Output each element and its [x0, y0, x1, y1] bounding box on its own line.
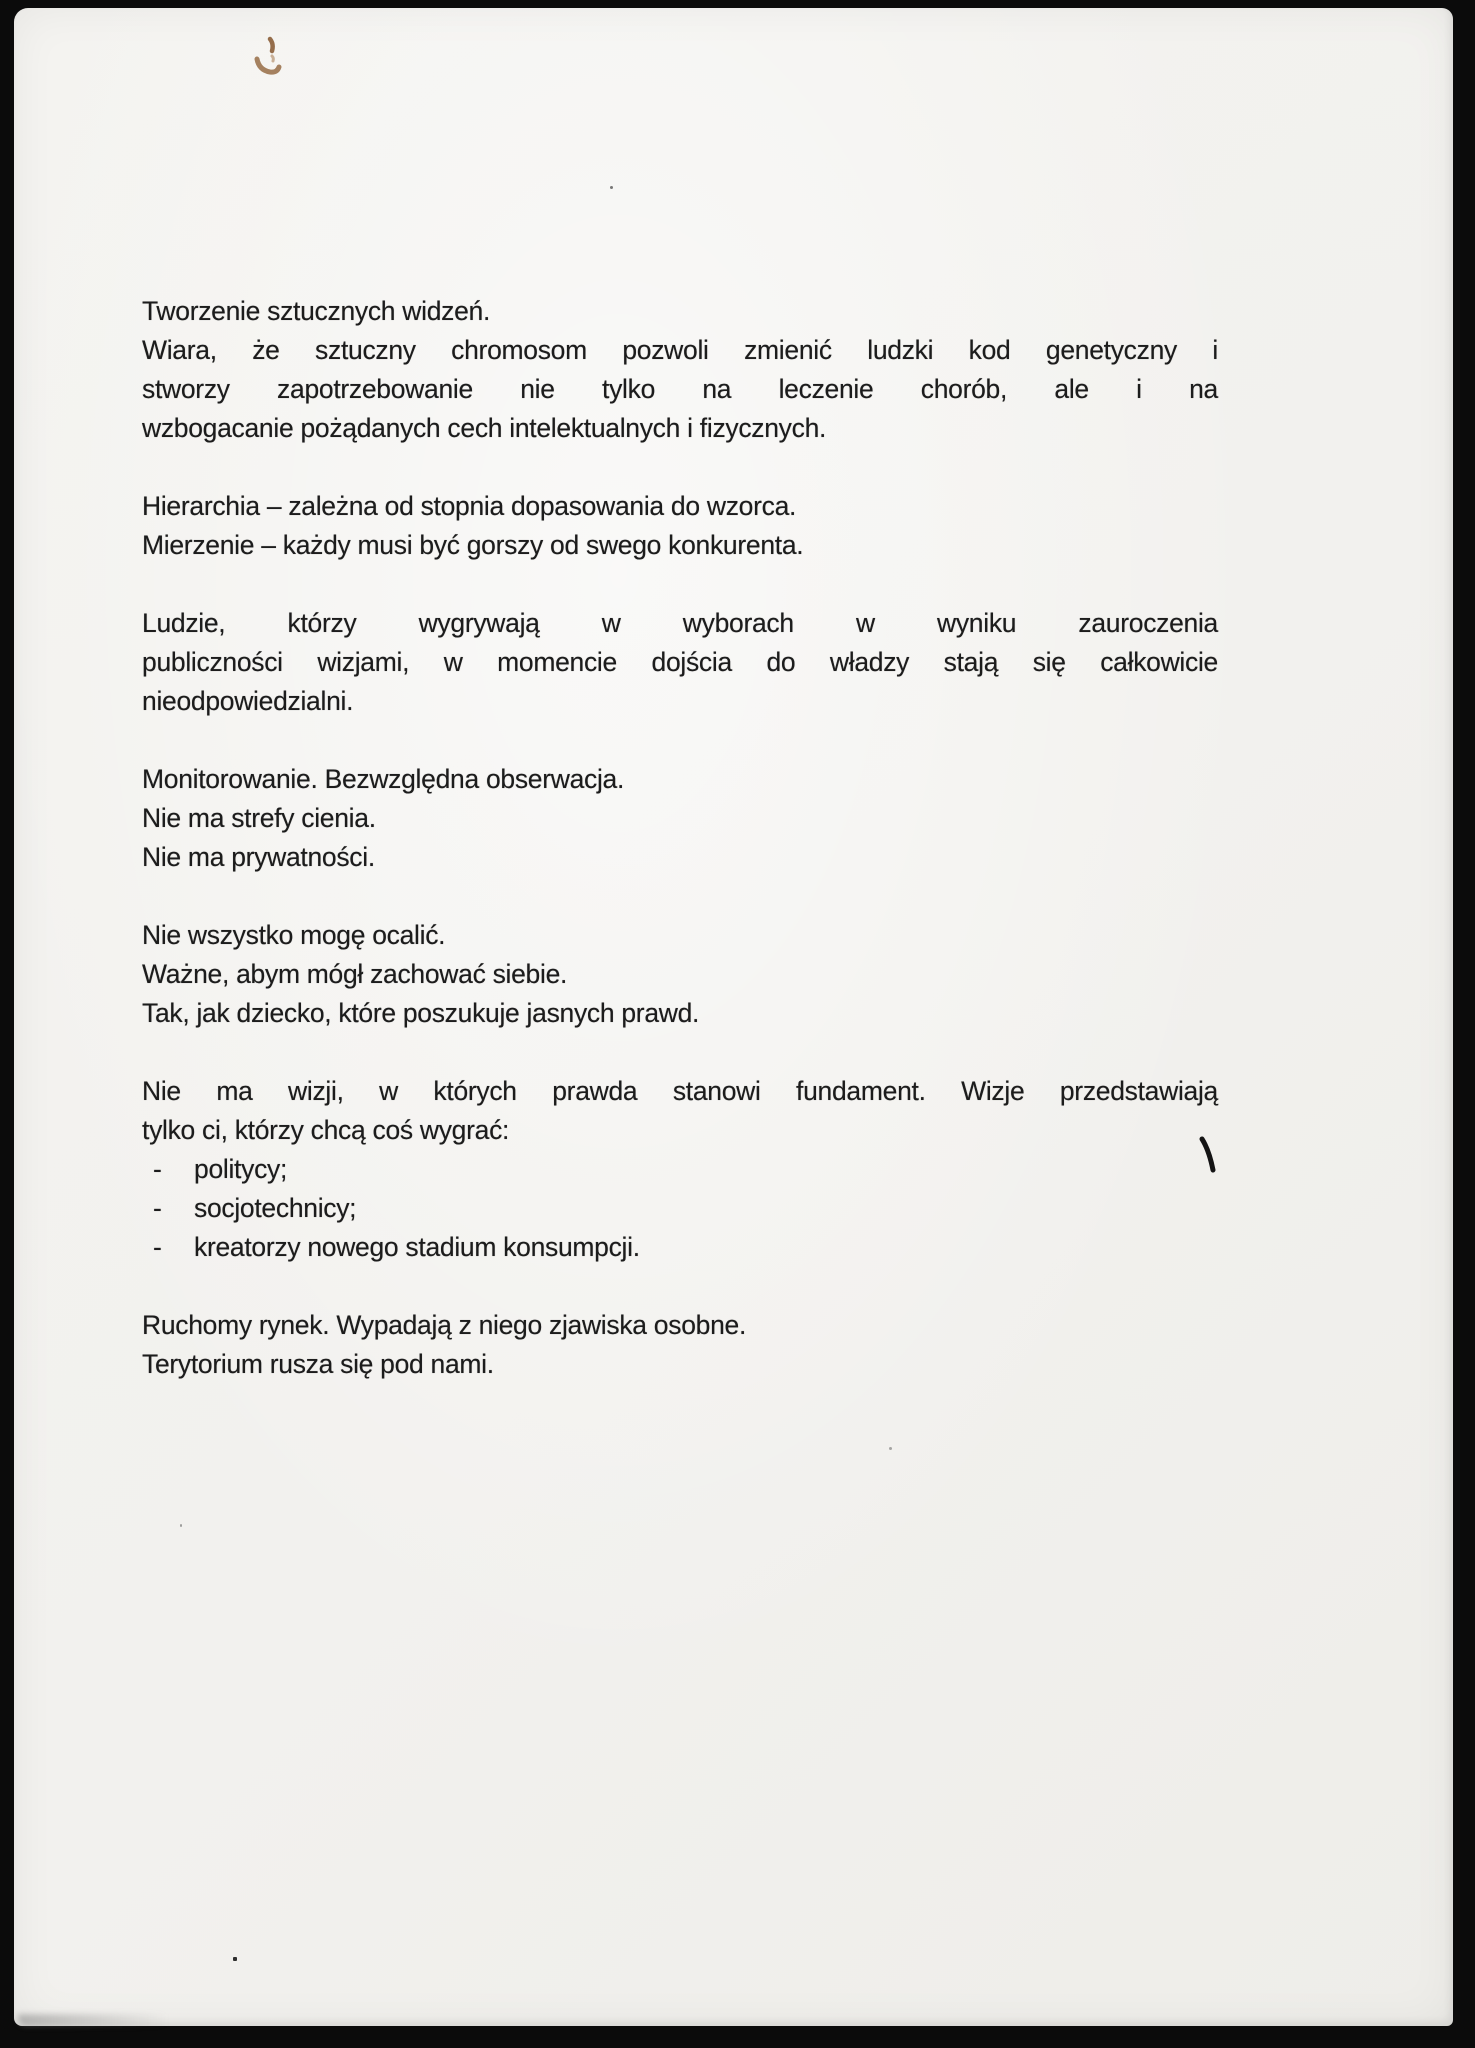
- text-line: Hierarchia – zależna od stopnia dopasowania do wzorca.: [142, 491, 797, 521]
- document-text: [142, 292, 1218, 1423]
- paragraph: [142, 916, 1218, 1033]
- ink-speck: [610, 186, 613, 189]
- text-line: Tworzenie sztucznych widzeń.: [142, 296, 491, 326]
- ink-speck: [233, 1957, 237, 1961]
- ink-speck: [889, 1447, 892, 1450]
- text-line: Monitorowanie. Bezwzględna obserwacja.: [142, 764, 625, 794]
- ink-speck: [180, 1524, 182, 1527]
- bullet-text: politycy;: [194, 1154, 288, 1184]
- text-line: stworzy zapotrzebowanie nie tylko na leczenie chorób, ale i na: [142, 374, 1218, 404]
- text-line: Nie ma prywatności.: [142, 842, 375, 872]
- text-line: Terytorium rusza się pod nami.: [142, 1349, 494, 1379]
- paragraph: [142, 487, 1218, 565]
- bullet-text: socjotechnicy;: [194, 1193, 357, 1223]
- rust-stain: [253, 36, 283, 83]
- text-line: Nie wszystko mogę ocalić.: [142, 920, 446, 950]
- paragraph: [142, 292, 1218, 448]
- text-line: Tak, jak dziecko, które poszukuje jasnych prawd.: [142, 998, 700, 1028]
- text-line: [142, 1189, 1218, 1228]
- text-line: publiczności wizjami, w momencie dojścia do władzy stają się całkowicie: [142, 647, 1218, 677]
- text-line: Nie ma strefy cienia.: [142, 803, 376, 833]
- pen-mark: [1197, 1136, 1219, 1179]
- text-line: tylko ci, którzy chcą coś wygrać:: [142, 1115, 510, 1145]
- text-line: Mierzenie – każdy musi być gorszy od swego konkurenta.: [142, 530, 804, 560]
- text-line: Wiara, że sztuczny chromosom pozwoli zmienić ludzki kod genetyczny i: [142, 335, 1218, 365]
- paragraph: [142, 604, 1218, 721]
- bullet-dash: -: [153, 1232, 162, 1262]
- paragraph: [142, 1306, 1218, 1384]
- text-line: [142, 1150, 1218, 1189]
- scanned-page: [14, 8, 1453, 2026]
- text-line: Ważne, abym mógł zachować siebie.: [142, 959, 568, 989]
- bullet-text: kreatorzy nowego stadium konsumpcji.: [194, 1232, 640, 1262]
- text-line: [142, 1228, 1218, 1267]
- paragraph: [142, 760, 1218, 877]
- text-line: Nie ma wizji, w których prawda stanowi fundament. Wizje przedstawiają: [142, 1076, 1218, 1106]
- text-line: nieodpowiedzialni.: [142, 686, 354, 716]
- text-line: Ludzie, którzy wygrywają w wyborach w wyniku zauroczenia: [142, 608, 1218, 638]
- bullet-dash: -: [153, 1154, 162, 1184]
- paragraph: [142, 1072, 1218, 1267]
- text-line: wzbogacanie pożądanych cech intelektualnych i fizycznych.: [142, 413, 827, 443]
- text-line: Ruchomy rynek. Wypadają z niego zjawiska osobne.: [142, 1310, 747, 1340]
- bullet-dash: -: [153, 1193, 162, 1223]
